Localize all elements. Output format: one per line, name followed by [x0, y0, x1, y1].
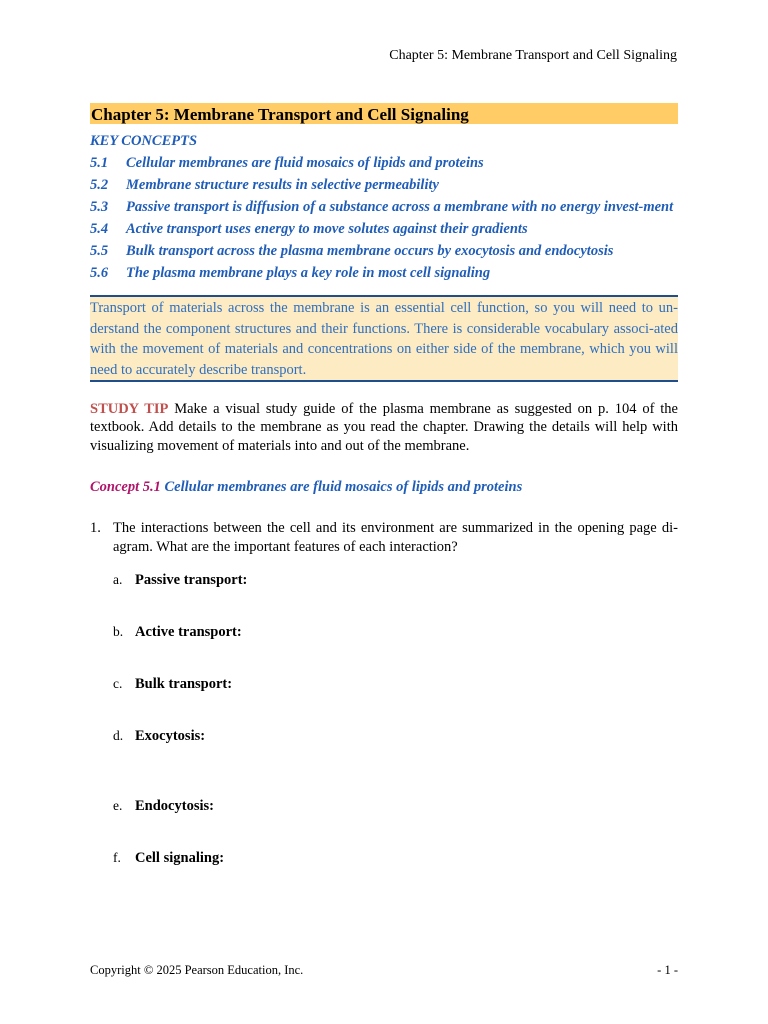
- key-concept-number: 5.1: [90, 155, 109, 171]
- running-header: Chapter 5: Membrane Transport and Cell Signaling: [389, 48, 677, 63]
- subitem: [113, 623, 242, 641]
- subitem: [113, 727, 205, 745]
- subitem-letter: c.: [113, 675, 123, 691]
- footer-page-number: - 1 -: [657, 963, 678, 977]
- subitem: [113, 571, 247, 589]
- subitem-term: Cell signaling:: [135, 849, 225, 866]
- study-tip: [90, 400, 678, 455]
- key-concept-item: [90, 155, 678, 172]
- key-concept-item: [90, 221, 678, 238]
- key-concept-number: 5.4: [90, 221, 109, 237]
- intro-callout: Transport of materials across the membrane is an essential cell function, so you will need to un-derstand the component structures and their functions. There is considerable vocabulary associ-ated with the movement of materials and concentrations on either side of the membrane, which you will need to accurately describe transport.: [90, 295, 678, 382]
- page-content: [90, 103, 678, 866]
- concept-number: Concept 5.1: [90, 478, 161, 495]
- key-concept-number: 5.6: [90, 265, 109, 281]
- subitem-letter: e.: [113, 797, 123, 813]
- subitem-letter: a.: [113, 571, 123, 587]
- question-text: The interactions between the cell and its environment are summarized in the opening page di-agram. What are the important features of each interaction?: [113, 519, 678, 555]
- key-concept-text: Membrane structure results in selective permeability: [126, 177, 439, 193]
- subitem: [113, 675, 232, 693]
- key-concepts-heading: KEY CONCEPTS: [90, 133, 198, 149]
- key-concept-item: [90, 265, 678, 282]
- chapter-title: Chapter 5: Membrane Transport and Cell Signaling: [90, 103, 678, 124]
- subitem-letter: f.: [113, 849, 121, 865]
- question: [90, 519, 678, 557]
- key-concept-item: [90, 177, 678, 194]
- subitem-term: Endocytosis:: [135, 797, 214, 814]
- subitem-term: Passive transport:: [135, 571, 248, 588]
- concept-title: Cellular membranes are fluid mosaics of lipids and proteins: [164, 478, 523, 495]
- key-concept-text: Bulk transport across the plasma membrane occurs by exocytosis and endocytosis: [126, 243, 614, 259]
- key-concept-text: Active transport uses energy to move solutes against their gradients: [126, 221, 528, 237]
- study-tip-text: Make a visual study guide of the plasma membrane as suggested on p. 104 of the textbook. Add details to the membrane as you read the chapter. Drawing the details will help with visualizing movement of materials into and out of the membrane.: [90, 401, 678, 454]
- key-concept-text: Cellular membranes are fluid mosaics of lipids and proteins: [126, 155, 484, 171]
- study-tip-label: STUDY TIP: [90, 401, 169, 417]
- concept-heading: [90, 478, 678, 496]
- key-concept-number: 5.2: [90, 177, 109, 193]
- key-concept-item: [90, 243, 678, 260]
- footer-copyright: Copyright © 2025 Pearson Education, Inc.: [90, 963, 304, 977]
- subitem-term: Exocytosis:: [135, 727, 206, 744]
- key-concept-number: 5.3: [90, 199, 109, 215]
- key-concept-number: 5.5: [90, 243, 109, 259]
- key-concept-text: Passive transport is diffusion of a substance across a membrane with no energy invest-ment: [126, 199, 674, 215]
- key-concept-text: The plasma membrane plays a key role in most cell signaling: [126, 265, 491, 281]
- subitem: [113, 797, 214, 815]
- subitem-letter: d.: [113, 727, 124, 743]
- key-concepts-list: [90, 155, 678, 282]
- question-number: 1.: [90, 519, 101, 536]
- key-concept-item: [90, 199, 678, 216]
- subitem-term: Bulk transport:: [135, 675, 233, 692]
- subitem-term: Active transport:: [135, 623, 242, 640]
- subitem: [113, 849, 224, 867]
- subitem-letter: b.: [113, 623, 124, 639]
